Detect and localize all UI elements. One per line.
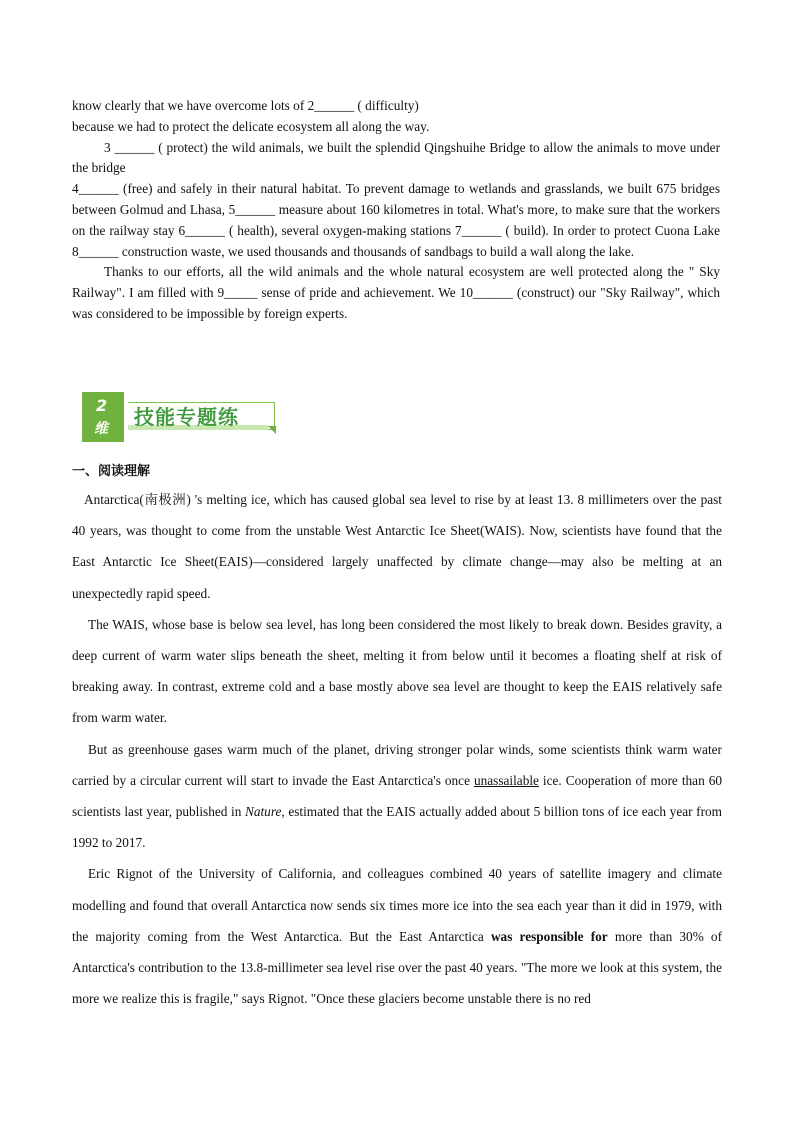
- exercise-line: know clearly that we have overcome lots of 2______ ( difficulty): [72, 98, 419, 113]
- reading-text: ice. Cooperation of more than 60 scientists last year, published in: [72, 772, 722, 820]
- bold-phrase: was responsible for: [490, 928, 608, 944]
- reading-passage: [72, 484, 722, 1014]
- exercise-line: because we had to protect the delicate ecosystem all along the way.: [72, 118, 430, 134]
- reading-paragraph: Antarctica(南极洲) 's melting ice, which has caused global sea level to rise by at least 13. 8 millimeters over the past 40 years, was thought to come from the unstable West Antarctic Ice Sheet(WAIS). Now, scientists have found that the East Antarctic Ice Sheet(EAIS)—considered largely unaffected by climate change—may also be melting at an unexpectedly rapid speed.: [72, 492, 722, 601]
- reading-text: , estimated that the EAIS actually added about 5 billion tons of ice each year from 1992 to 2017.: [72, 804, 722, 851]
- section-banner: [82, 392, 278, 444]
- banner-number: 2: [96, 396, 108, 415]
- exercise-paragraph: 3 ______ ( protect) the wild animals, we built the splendid Qingshuihe Bridge to allow the animals to move under the bridge: [72, 139, 720, 176]
- reading-paragraph: [72, 734, 722, 859]
- journal-name: Nature: [244, 804, 282, 820]
- reading-text: more than 30% of Antarctica's contribution to the 13.8-millimeter sea level rise over the past 40 years. "The more we look at this system, the more we realize this is fragile," says Rignot. "Once these glaciers become unstable there is no red: [72, 928, 723, 1007]
- banner-corner-triangle: [268, 426, 276, 434]
- banner-badge: [82, 392, 124, 442]
- reading-paragraph: The WAIS, whose base is below sea level, has long been considered the most likely to break down. Besides gravity, a deep current of warm water slips beneath the sheet, melting it from below until it becomes a floating shelf at risk of breaking away. In contrast, extreme cold and a base mostly above sea level are thought to keep the EAIS relatively safe from warm water.: [72, 616, 722, 726]
- banner-title: 技能专题练: [134, 405, 239, 429]
- underlined-word: unassailable: [473, 772, 539, 788]
- banner-badge-label: 维: [94, 421, 108, 437]
- exercise-block: [72, 96, 720, 325]
- exercise-paragraph: 4______ (free) and safely in their natural habitat. To prevent damage to wetlands and grasslands, we built 675 bridges between Golmud and Lhasa, 5______ measure about 160 kilometres in total. What's more, to make sure that the workers on the railway stay 6______ ( health), several oxygen-making stations 7______ ( build). In order to protect Cuona Lake 8______ construction waste, we used thousands and thousands of sandbags to build a wall along the lake.: [72, 181, 720, 259]
- reading-paragraph: [72, 858, 722, 1014]
- exercise-paragraph: Thanks to our efforts, all the wild animals and the whole natural ecosystem are well protected along the " Sky Railway". I am filled with 9_____ sense of pride and achievement. We 10______ (construct) our "Sky Railway", which was considered to be impossible by foreign experts.: [72, 264, 720, 321]
- section-heading: 一、阅读理解: [72, 464, 151, 479]
- reading-text: But as greenhouse gases warm much of the planet, driving stronger polar winds, some scientists think warm water carried by a circular current will start to invade the East Antarctica's once: [72, 741, 722, 788]
- reading-text: Eric Rignot of the University of California, and colleagues combined 40 years of satellite imagery and climate modelling and found that overall Antarctica now sends six times more ice into the sea each year than it did in 1979, with the majority coming from the West Antarctica. But the East Antarctica: [72, 866, 722, 944]
